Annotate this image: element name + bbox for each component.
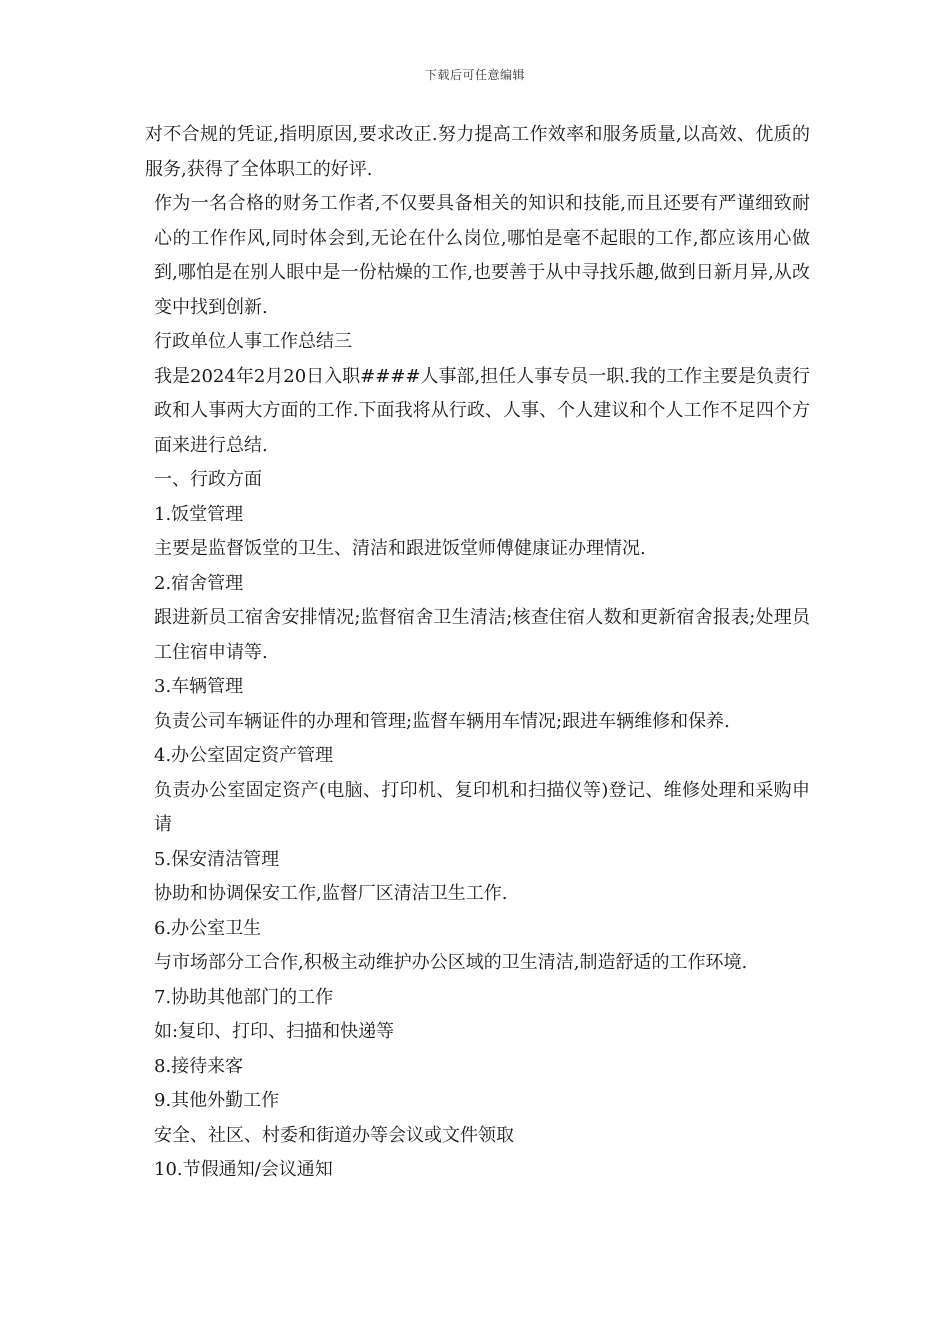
section-title: 行政单位人事工作总结三 (154, 331, 352, 352)
item-heading: 10.节假通知/会议通知 (154, 1159, 333, 1180)
item-heading: 5.保安清洁管理 (154, 848, 280, 870)
paragraph: 对不合规的凭证,指明原因,要求改正.努力提高工作效率和服务质量,以高效、优质的服务,获得了全体职工的好评. (145, 124, 810, 180)
paragraph: 我是2024年2月20日入职####人事部,担任人事专员一职.我的工作主要是负责行政和人事两大方面的工作.下面我将从行政、人事、个人建议和个人工作不足四个方面来进行总结. (154, 365, 810, 456)
item-text: 主要是监督饭堂的卫生、清洁和跟进饭堂师傅健康证办理情况. (154, 538, 646, 559)
item-text: 安全、社区、村委和街道办等会议或文件领取 (154, 1124, 514, 1146)
paragraph: 作为一名合格的财务工作者,不仅要具备相关的知识和技能,而且还要有严谨细致耐心的工作作风,同时体会到,无论在什么岗位,哪怕是毫不起眼的工作,都应该用心做到,哪怕是在别人眼中是一份枯燥的工作,也要善于从中寻找乐趣,做到日新月异,从改变中找到创新. (154, 193, 810, 318)
item-heading: 3.车辆管理 (154, 676, 244, 697)
item-heading: 2.宿舍管理 (154, 572, 244, 594)
item-heading: 4.办公室固定资产管理 (154, 745, 334, 766)
section-heading: 一、行政方面 (154, 469, 262, 490)
item-text: 负责公司车辆证件的办理和管理;监督车辆用车情况;跟进车辆维修和保养. (154, 710, 730, 732)
item-text: 跟进新员工宿舍安排情况;监督宿舍卫生清洁;核查住宿人数和更新宿舍报表;处理员工住宿申请等. (154, 607, 810, 663)
item-heading: 9.其他外勤工作 (154, 1090, 280, 1111)
item-text: 负责办公室固定资产(电脑、打印机、复印机和扫描仪等)登记、维修处理和采购申请 (154, 779, 810, 835)
item-text: 协助和协调保安工作,监督厂区清洁卫生工作. (154, 883, 508, 904)
item-heading: 8.接待来客 (154, 1055, 244, 1077)
item-heading: 7.协助其他部门的工作 (154, 986, 334, 1008)
item-heading: 6.办公室卫生 (154, 917, 262, 939)
item-text: 如:复印、打印、扫描和快递等 (154, 1021, 395, 1042)
document-body (145, 118, 810, 1188)
header-note: 下载后可任意编辑 (424, 68, 525, 82)
item-text: 与市场部分工合作,积极主动维护办公区域的卫生清洁,制造舒适的工作环境. (154, 952, 748, 973)
item-heading: 1.饭堂管理 (154, 503, 244, 525)
